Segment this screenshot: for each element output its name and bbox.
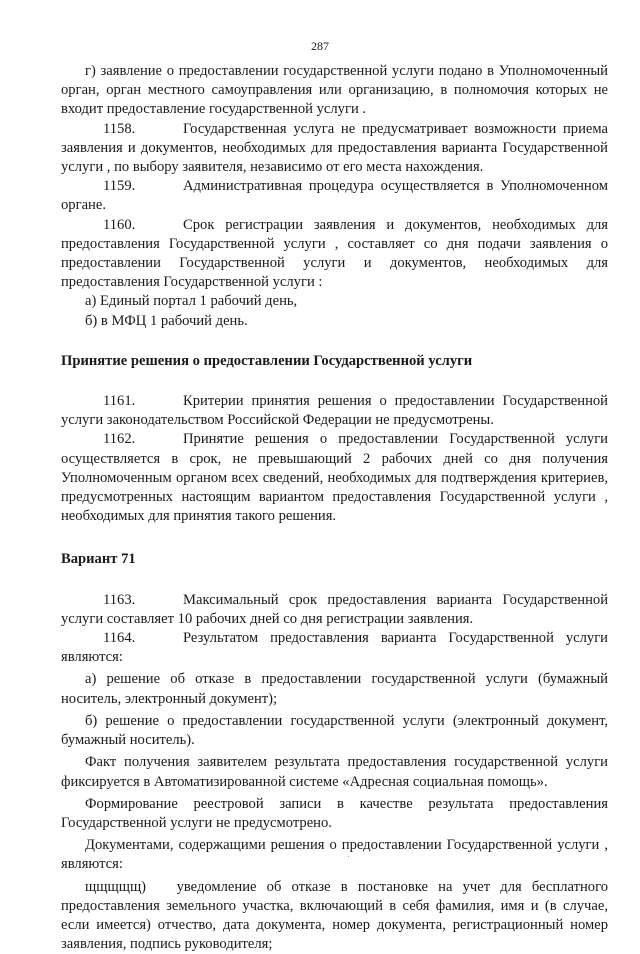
section-text: Результатом предоставления варианта Государственной услуги являются: xyxy=(61,630,608,666)
section-number: 1159. xyxy=(103,178,136,195)
section-number: 1158. xyxy=(103,120,136,137)
paragraph-fact: Факт получения заявителем результата предоставления государственной услуги фиксируется в Автоматизированной системе «Адресная социальная помощь». xyxy=(61,754,608,790)
result-item-a: а) решение об отказе в предоставлении государственной услуги (бумажный носитель, электронный документ); xyxy=(61,671,608,707)
section-number: 1162. xyxy=(103,431,136,448)
paragraph-g: г) заявление о предоставлении государственной услуги подано в Уполномоченный орган, орган местного самоуправления или организацию, в полномочия которых не входит предоставление государственной услуги . xyxy=(61,63,608,118)
section-1162 xyxy=(61,430,608,526)
section-heading-decision: Принятие решения о предоставлении Государственной услуги xyxy=(61,352,473,369)
scan-speck xyxy=(348,856,349,857)
page-number: 287 xyxy=(311,39,329,53)
list-marker: щщщщщ) xyxy=(85,878,147,895)
section-text: Срок регистрации заявления и документов, необходимых для предоставления Государственной услуги , составляет со дня подачи заявления о предоставлении Государственной услуги и документов, необходимых для предоставления Государственной услуги : xyxy=(61,216,608,291)
section-text: Административная процедура осуществляется в Уполномоченном органе. xyxy=(61,178,608,214)
list-item-b: б) в МФЦ 1 рабочий день. xyxy=(85,312,248,329)
section-number: 1163. xyxy=(103,591,136,608)
list-item-a: а) Единый портал 1 рабочий день, xyxy=(85,293,298,310)
section-number: 1161. xyxy=(103,393,136,410)
section-text: Максимальный срок предоставления варианта Государственной услуги составляет 10 рабочих дней со дня регистрации заявления. xyxy=(61,591,608,627)
paragraph-registry: Формирование реестровой записи в качестве результата предоставления Государственной услуги не предусмотрено. xyxy=(61,795,608,831)
section-text: Государственная услуга не предусматривает возможности приема заявления и документов, необходимых для предоставления варианта Государственной услуги , по выбору заявителя, независимо от его места нахождения. xyxy=(61,120,608,176)
result-item-b: б) решение о предоставлении государственной услуги (электронный документ, бумажный носитель). xyxy=(61,712,608,749)
section-number: 1164. xyxy=(103,630,136,647)
section-1161 xyxy=(61,392,608,430)
paragraph-documents: Документами, содержащими решения о предоставлении Государственной услуги , являются: xyxy=(61,837,608,873)
section-text: Критерии принятия решения о предоставлении Государственной услуги законодательством Российской Федерации не предусмотрены. xyxy=(61,393,608,429)
section-heading-variant: Вариант 71 xyxy=(61,551,136,568)
section-1163 xyxy=(61,591,608,629)
document-body xyxy=(61,62,608,954)
section-1159 xyxy=(61,177,608,215)
section-1158 xyxy=(61,120,608,178)
section-1164 xyxy=(61,629,608,667)
paragraph-notification xyxy=(61,878,608,954)
section-1160 xyxy=(61,216,608,293)
section-number: 1160. xyxy=(103,216,136,233)
notification-text: уведомление об отказе в постановке на учет для бесплатного предоставления земельного участка, включающий в себя фамилия, имя и (в случае, если имеется) отчество, дата документа, номер документа, регистрационный номер заявления, подпись руководителя; xyxy=(61,878,608,953)
section-text: Принятие решения о предоставлении Государственной услуги осуществляется в срок, не превышающий 2 рабочих дней со дня получения Уполномоченным органом всех сведений, необходимых для подтверждения критериев, предусмотренных настоящим вариантом предоставления Государственной услуги , необходимых для принятия такого решения. xyxy=(61,431,608,525)
